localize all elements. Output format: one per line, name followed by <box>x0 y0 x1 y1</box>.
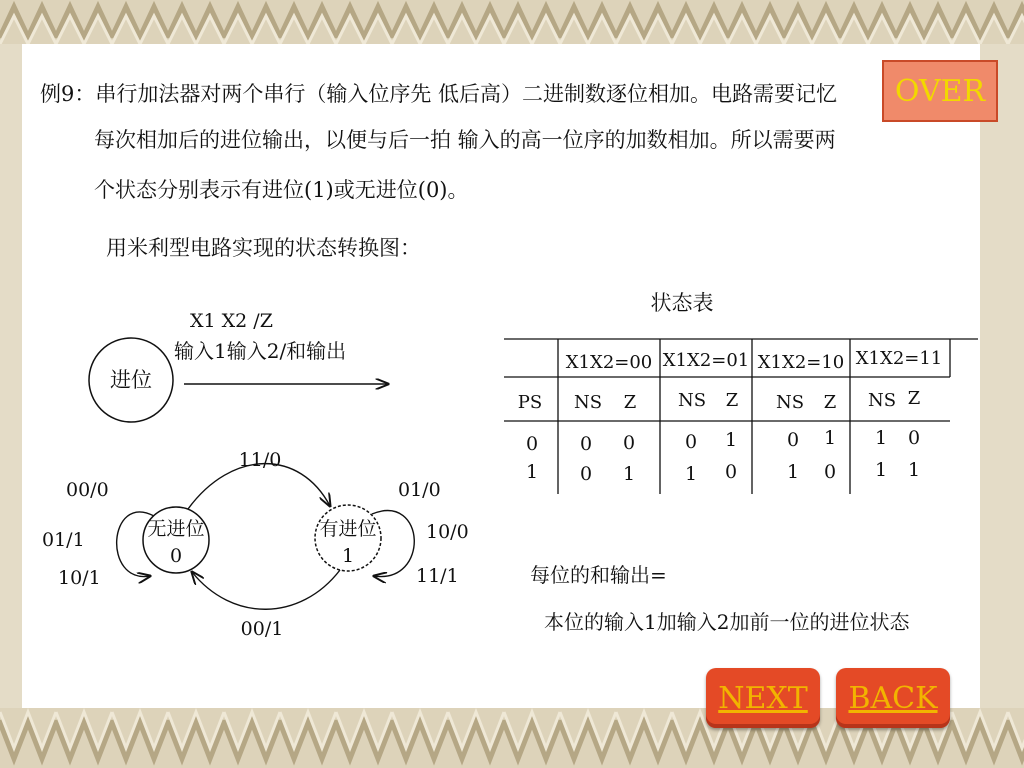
loop-s1-label-3: 11/1 <box>416 565 459 587</box>
table-row-1-cell-0: 0 <box>579 463 593 485</box>
output-note-line-2: 本位的输入1加输入2加前一位的进位状态 <box>544 610 910 634</box>
table-row-0-cell-0: 0 <box>579 433 593 455</box>
decorative-border-top <box>0 0 1024 44</box>
table-header-11: X1X2=11 <box>855 348 943 369</box>
table-row-0-ps: 0 <box>525 433 539 455</box>
state-table-title: 状态表 <box>650 291 714 315</box>
back-button[interactable]: BACK <box>836 668 950 728</box>
legend-description: 输入1输入2/和输出 <box>174 339 347 363</box>
table-z-header-00: Z <box>623 392 637 413</box>
state-no-carry-code: 0 <box>169 545 183 567</box>
table-row-1-cell-7: 1 <box>907 459 921 481</box>
table-row-1-cell-6: 1 <box>874 459 888 481</box>
table-row-0-cell-7: 0 <box>907 427 921 449</box>
table-ns-header-01: NS <box>677 390 707 411</box>
loop-s1-label-2: 10/0 <box>426 521 469 543</box>
table-ns-header-00: NS <box>573 392 603 413</box>
state-carry-name: 有进位 <box>319 518 377 540</box>
slide-content-card <box>22 44 980 708</box>
over-button[interactable]: OVER <box>882 60 998 122</box>
table-ps-header: PS <box>517 392 543 413</box>
edge-label-00-1: 00/1 <box>240 618 284 640</box>
table-row-1-cell-5: 0 <box>823 461 837 483</box>
loop-s0-label-2: 01/1 <box>42 529 85 551</box>
output-note-line-1: 每位的和输出= <box>530 563 667 587</box>
table-header-01: X1X2=01 <box>662 350 750 371</box>
table-row-0-cell-6: 1 <box>874 427 888 449</box>
table-row-1-cell-2: 1 <box>684 463 698 485</box>
table-row-0-cell-3: 1 <box>724 429 738 451</box>
loop-s0-label-1: 00/0 <box>66 479 109 501</box>
self-loop-carry <box>372 511 414 577</box>
table-z-header-11: Z <box>907 388 921 409</box>
state-no-carry-name: 无进位 <box>147 518 205 540</box>
table-ns-header-11: NS <box>867 390 897 411</box>
edge-carry-to-no-carry <box>192 570 340 609</box>
table-z-header-01: Z <box>725 390 739 411</box>
next-button[interactable]: NEXT <box>706 668 820 728</box>
state-carry-code: 1 <box>341 545 355 567</box>
table-row-0-cell-2: 0 <box>684 431 698 453</box>
example-text-line-2: 每次相加后的进位输出，以便与后一拍 输入的高一位序的加数相加。所以需要两 <box>94 128 836 152</box>
table-row-1-ps: 1 <box>525 461 539 483</box>
table-row-0-cell-4: 0 <box>786 429 800 451</box>
table-header-10: X1X2=10 <box>757 352 845 373</box>
example-text-line-1: 例9：串行加法器对两个串行（输入位序先 低后高）二进制数逐位相加。电路需要记忆 <box>40 82 838 106</box>
legend-variables: X1 X2 /Z <box>190 310 273 332</box>
example-text-line-3: 个状态分别表示有进位(1)或无进位(0)。 <box>94 178 469 202</box>
diagram-intro-text: 用米利型电路实现的状态转换图： <box>106 236 421 260</box>
loop-s0-label-3: 10/1 <box>58 567 101 589</box>
diagram-canvas <box>22 44 980 708</box>
table-z-header-10: Z <box>823 392 837 413</box>
table-row-1-cell-4: 1 <box>786 461 800 483</box>
table-row-0-cell-1: 0 <box>622 432 636 454</box>
table-row-1-cell-1: 1 <box>622 463 636 485</box>
loop-s1-label-1: 01/0 <box>398 479 441 501</box>
table-row-0-cell-5: 1 <box>823 427 837 449</box>
table-row-1-cell-3: 0 <box>724 461 738 483</box>
table-header-00: X1X2=00 <box>565 352 653 373</box>
legend-node-label: 进位 <box>110 368 152 392</box>
edge-label-11-0: 11/0 <box>238 449 282 471</box>
table-ns-header-10: NS <box>775 392 805 413</box>
